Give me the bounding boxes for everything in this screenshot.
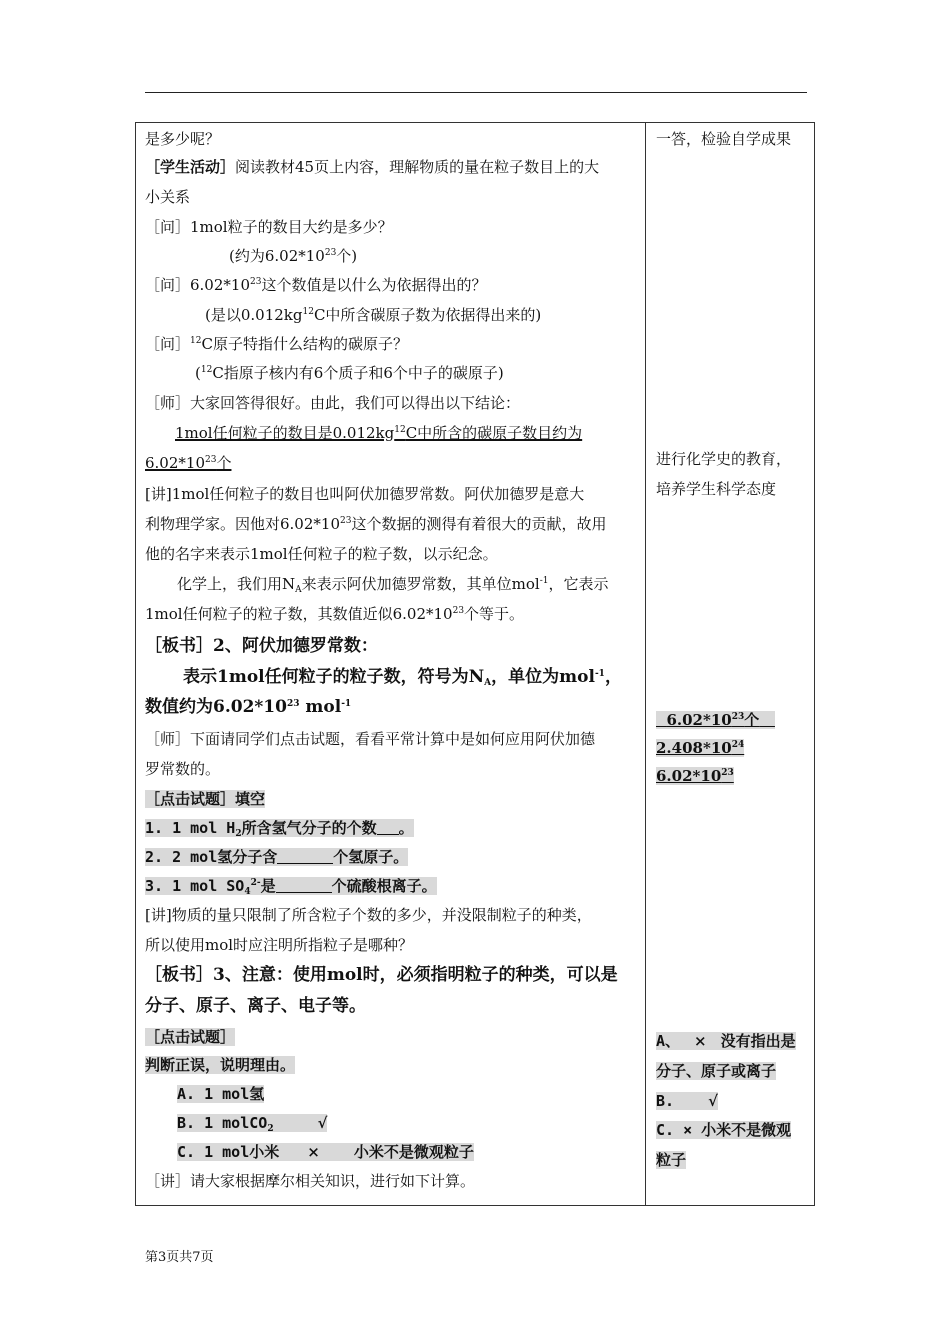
lecture-line: [讲]1mol任何粒子的数目也叫阿伏加德罗常数。阿伏加德罗是意大: [145, 485, 585, 503]
side-answer: A、 × 没有指出是: [656, 1032, 796, 1050]
side-answer: $6.02*10^{23}$: [656, 767, 734, 785]
side-answer: B. √: [656, 1092, 718, 1110]
exercise-instruction: 判断正误，说明理由。: [145, 1056, 296, 1074]
teacher-line: 罗常数的。: [145, 760, 221, 778]
side-note: 进行化学史的教育，: [656, 450, 792, 468]
question-line: ［问］$^{12}$C原子特指什么结构的碳原子？: [145, 335, 408, 353]
lecture-line: 所以使用mol时应注明所指粒子是哪种？: [145, 936, 414, 954]
side-answer: $6.02*10^{23}$个: [656, 710, 775, 730]
board-heading: ［板书］2、阿伏加德罗常数：: [145, 636, 378, 656]
side-answer: 粒子: [656, 1151, 687, 1169]
board-heading: ［板书］3、注意：使用mol时，必须指明粒子的种类，可以是: [145, 965, 618, 985]
side-answer: 分子、原子或离子: [656, 1062, 777, 1080]
side-answer: C. × 小米不是微观: [656, 1121, 792, 1139]
answer-line: (约为$6.02*10^{23}$个): [229, 247, 358, 265]
exercise-option: C. 1 mol小米 × 小米不是微观粒子: [177, 1143, 474, 1161]
lecture-line: 利物理学家。因他对$6.02*10^{23}$这个数据的测得有着很大的贡献，故用: [145, 515, 607, 533]
lecture-line: [讲]物质的量只限制了所含粒子个数的多少，并没限制粒子的种类，: [145, 906, 592, 924]
lecture-line: 1mol任何粒子的粒子数，其数值近似$6.02*10^{23}$个等于。: [145, 605, 525, 623]
side-answer: $2.408*10^{24}$: [656, 739, 745, 757]
conclusion-line: $6.02*10^{23}$个: [145, 454, 232, 472]
teacher-line: ［师］下面请同学们点击试题，看看平常计算中是如何应用阿伏加德: [145, 730, 596, 748]
column-divider: [645, 123, 646, 1205]
lecture-line: 化学上，我们用$N_A$来表示阿伏加德罗常数，其单位mol$^{-1}$，它表示: [177, 575, 609, 595]
student-activity-line: ［学生活动］阅读教材45页上内容，理解物质的量在粒子数目上的大: [145, 158, 600, 176]
header-rule: [145, 92, 807, 93]
question-line: ［问$]6.02*10^{23}$这个数值是以什么为依据得出的？: [145, 276, 487, 294]
board-line: 表示1mol任何粒子的粒子数，符号为$N_A$，单位为mol$^{-1}$，: [183, 667, 622, 688]
text-line: 小关系: [145, 188, 191, 206]
exercise-item: 3. 1 mol $SO_4^{2-}$是 个硫酸根离子。: [145, 877, 437, 897]
answer-line: ($^{12}$C指原子核内有6个质子和6个中子的碳原子): [195, 364, 504, 382]
exercise-option: A. 1 mol氢: [177, 1085, 265, 1103]
exercise-heading: ［点击试题］: [145, 1028, 236, 1046]
board-line: 分子、原子、离子、电子等。: [145, 996, 366, 1016]
side-note: 一答，检验自学成果: [656, 130, 792, 148]
exercise-heading: ［点击试题］填空: [145, 790, 266, 808]
lecture-line: 他的名字来表示1mol任何粒子的粒子数，以示纪念。: [145, 545, 498, 563]
exercise-item: 2. 2 mol氢分子含 个氢原子。: [145, 848, 409, 866]
lecture-line: ［讲］请大家根据摩尔相关知识，进行如下计算。: [145, 1172, 476, 1190]
teacher-line: ［师］大家回答得很好。由此，我们可以得出以下结论：: [145, 394, 521, 412]
question-line: ［问］1mol粒子的数目大约是多少？: [145, 218, 393, 236]
board-line: 数值约为$6.02*10^{23}$ mol$^{-1}$: [145, 697, 352, 717]
side-note: 培养学生科学态度: [656, 480, 777, 498]
text-line: 是多少呢？: [145, 130, 221, 148]
answer-line: (是以$0.012kg^{12}C$中所含碳原子数为依据得出来的): [205, 306, 542, 324]
lesson-table: [135, 122, 815, 1206]
page-number: 第3页共7页: [145, 1250, 214, 1265]
exercise-item: 1. 1 mol $H_2$所含氢气分子的个数 。: [145, 819, 414, 839]
conclusion-line: 1mol任何粒子的数目是$0.012kg^{12}C$中所含的碳原子数目约为: [175, 424, 583, 442]
exercise-option: B. 1 molCO$_2$ √: [177, 1114, 328, 1134]
